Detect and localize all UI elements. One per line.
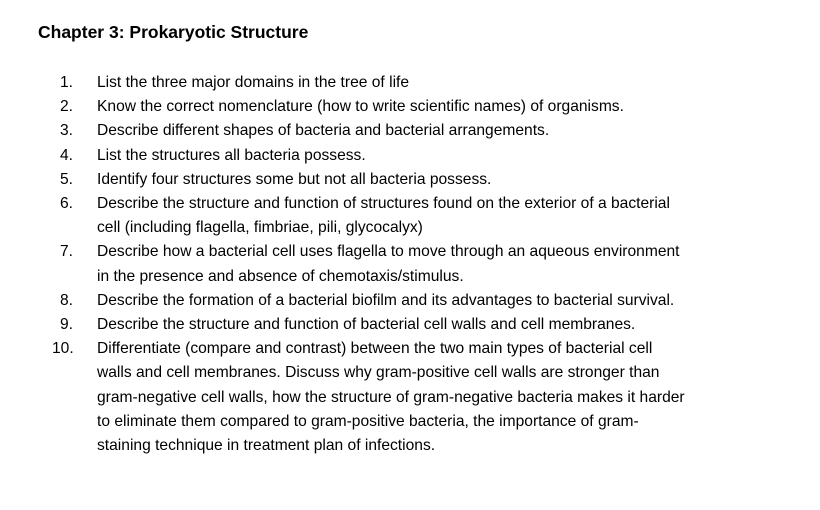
objective-text: Know the correct nomenclature (how to write scientific names) of organisms. xyxy=(97,98,624,116)
objective-item xyxy=(60,144,800,168)
objective-item xyxy=(60,289,800,313)
objective-number: 5. xyxy=(60,170,74,188)
objective-text: List the structures all bacteria possess. xyxy=(97,146,366,164)
objective-item xyxy=(60,119,800,143)
objective-text: Describe the formation of a bacterial biofilm and its advantages to bacterial survival. xyxy=(97,291,675,309)
objective-item xyxy=(60,313,800,337)
objective-text: Describe the structure and function of structures found on the exterior of a bacterial cell (including flagella, fimbriae, pili, glycocalyx) xyxy=(97,195,670,237)
objective-text: Describe how a bacterial cell uses flagella to move through an aqueous environment in the presence and absence of chemotaxis/stimulus. xyxy=(97,243,680,285)
objective-number: 4. xyxy=(60,146,74,164)
objective-text: Describe the structure and function of bacterial cell walls and cell membranes. xyxy=(97,316,636,334)
objectives-list xyxy=(52,71,800,458)
objective-text: List the three major domains in the tree of life xyxy=(97,74,410,91)
objective-number: 3. xyxy=(60,122,74,140)
objective-item xyxy=(60,192,800,240)
objective-number: 8. xyxy=(60,291,74,309)
objective-text: Identify four structures some but not all bacteria possess. xyxy=(97,170,492,188)
objective-text: Differentiate (compare and contrast) between the two main types of bacterial cell walls and cell membranes. Discuss why gram-positive cell walls are stronger than gram-negative cell walls, how the structure of gram-negative bacteria makes it harder to eliminate them compared to gram-positive bacteria, the importance of gram- staining technique in treatment plan of infections. xyxy=(97,340,685,455)
objective-item xyxy=(60,95,800,119)
objective-number: 10. xyxy=(52,340,74,358)
objective-item xyxy=(60,240,800,288)
objective-number: 7. xyxy=(60,243,74,261)
objective-number: 9. xyxy=(60,316,74,334)
objective-number: 1. xyxy=(60,74,74,91)
objective-number: 6. xyxy=(60,195,74,213)
objective-item xyxy=(52,337,800,458)
chapter-title: Chapter 3: Prokaryotic Structure xyxy=(38,22,309,42)
objective-item xyxy=(60,168,800,192)
objective-item xyxy=(60,71,800,95)
objective-number: 2. xyxy=(60,98,74,116)
objective-text: Describe different shapes of bacteria and bacterial arrangements. xyxy=(97,122,550,140)
